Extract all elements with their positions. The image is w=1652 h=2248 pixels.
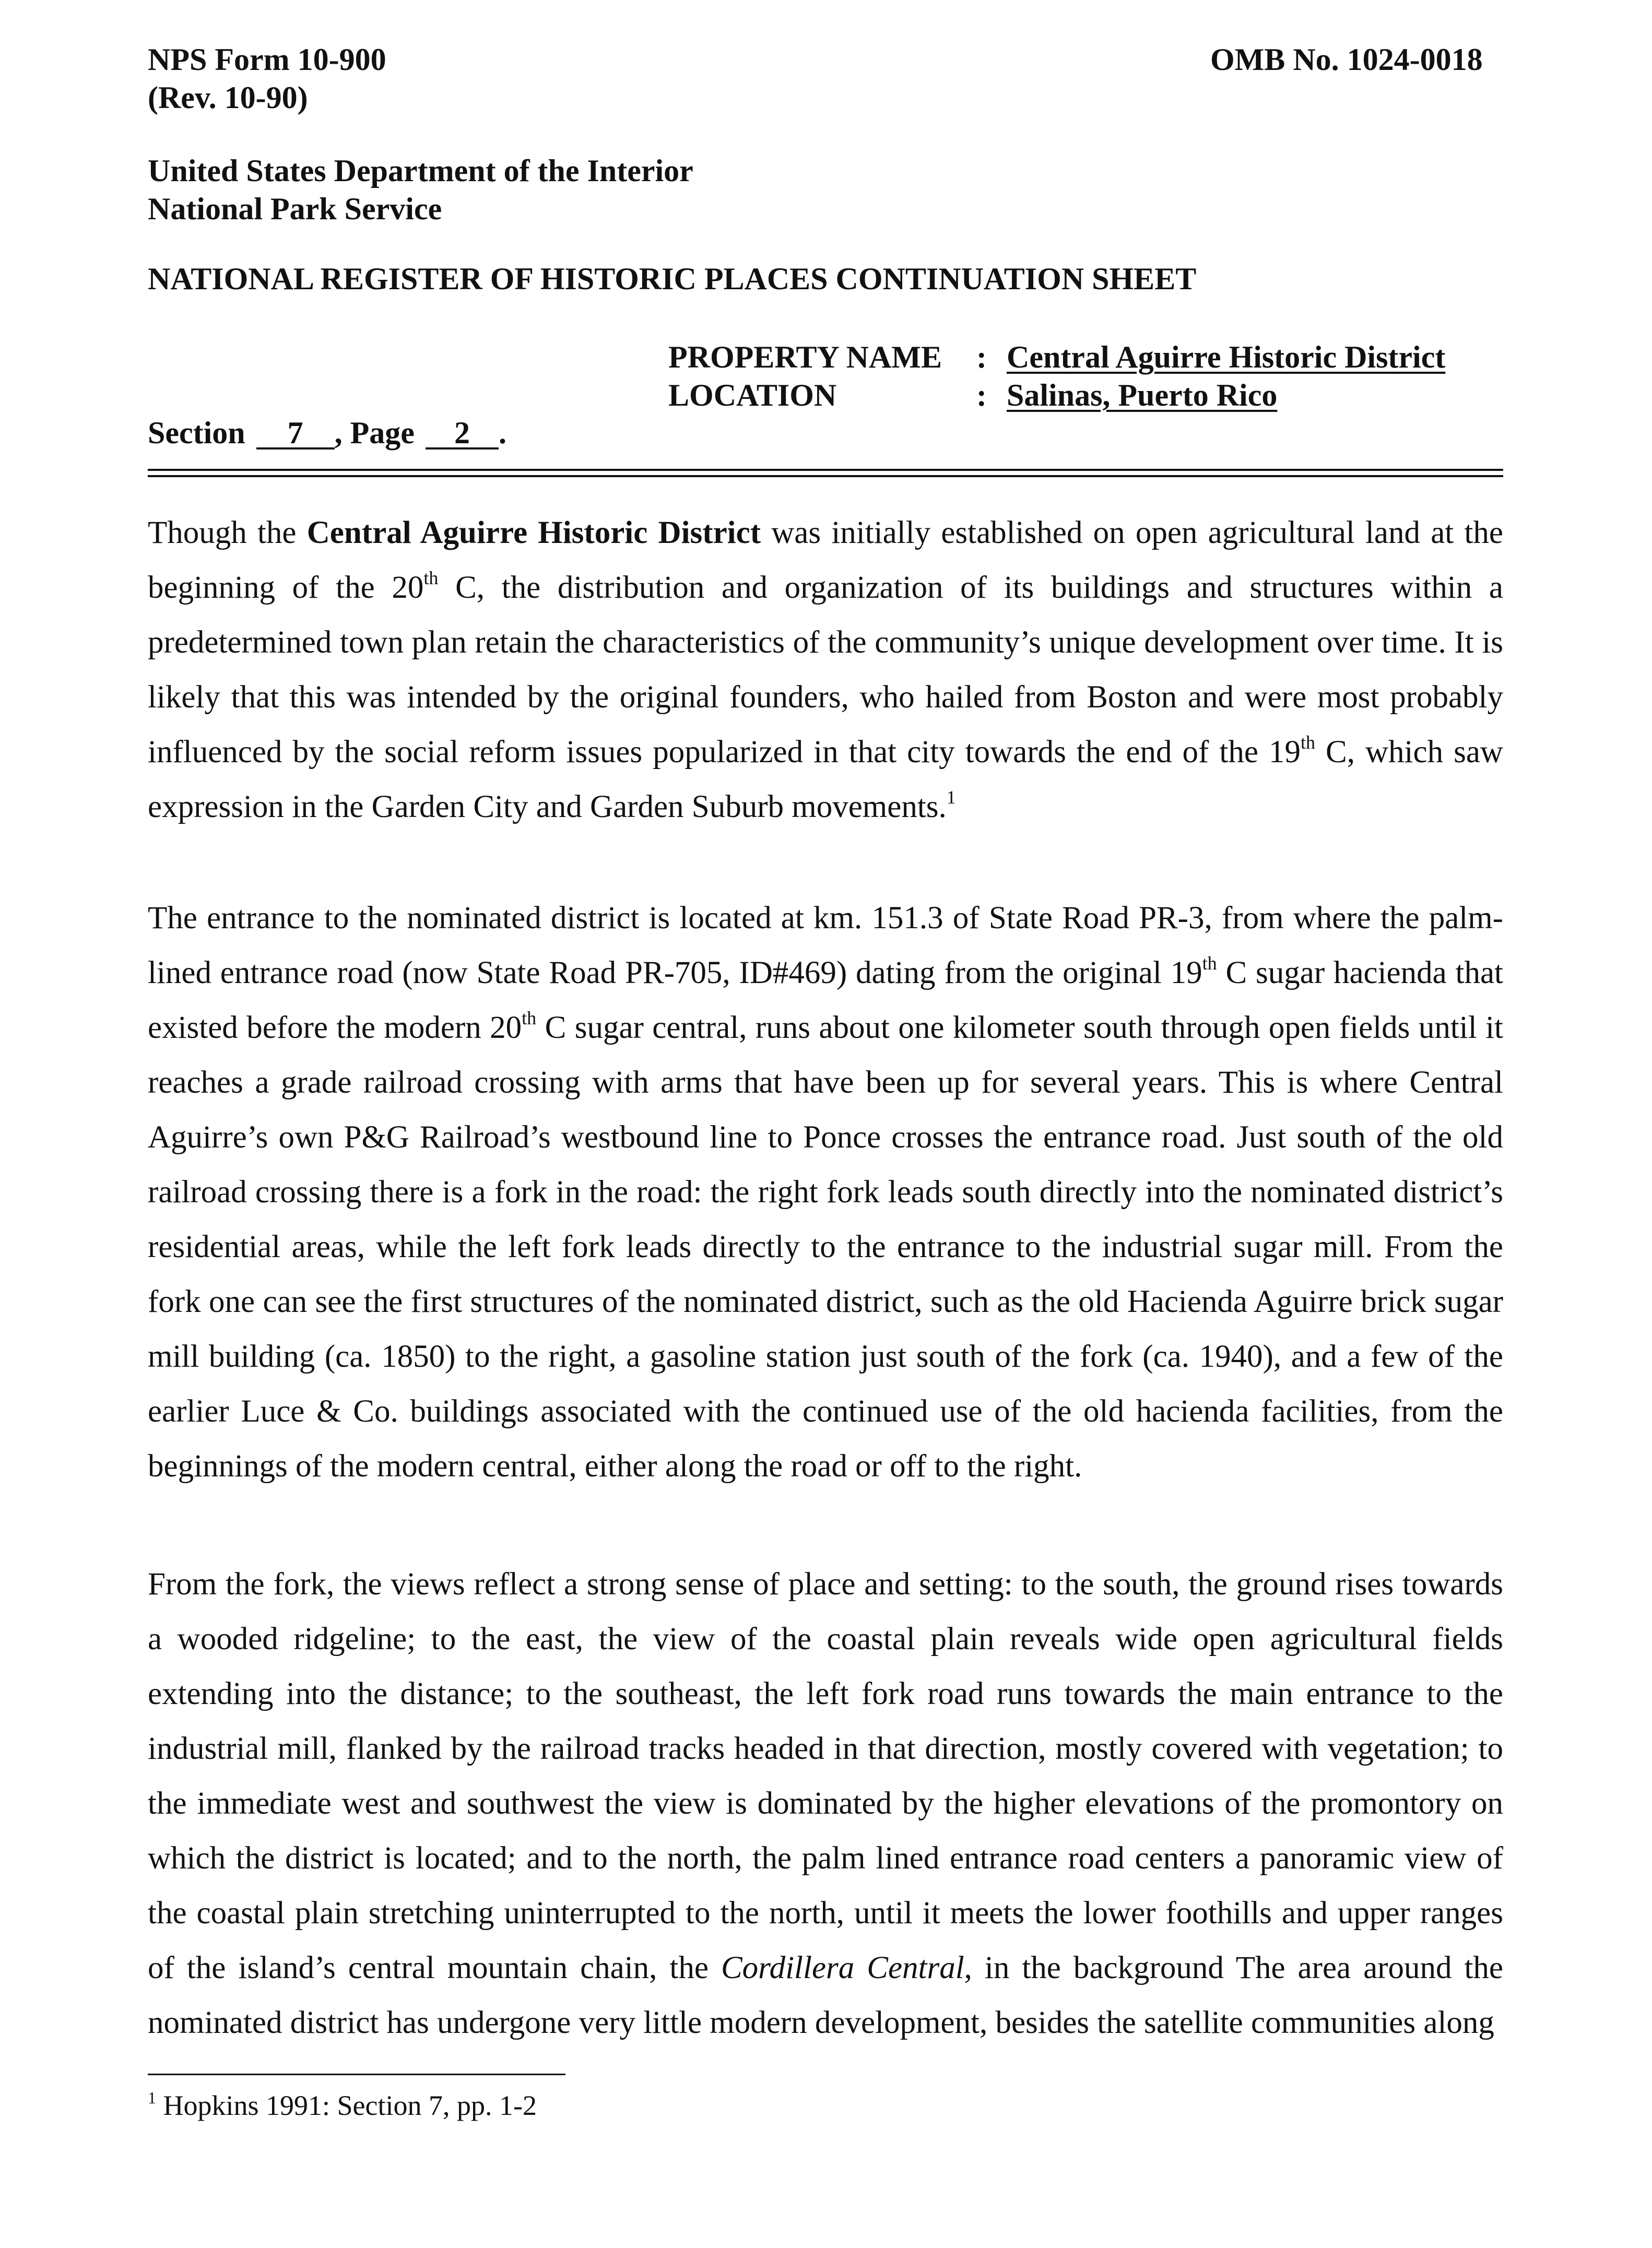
paragraph-1-lead: Though the: [148, 515, 307, 550]
form-number: NPS Form 10-900: [148, 42, 386, 77]
form-revision: (Rev. 10-90): [148, 80, 308, 115]
paragraph-1-text-b: C, the distribution and organization of its buildings and structures within a predetermined town plan retain the characteristics of the community’s unique development over time. It is likely that this was intended by the original founders, who hailed from Boston and were most probably influenced by the social reform issues popularized in that city towards the end of the 19: [148, 570, 1503, 770]
form-id-block: [148, 41, 386, 117]
district-name-bold: Central Aguirre Historic District: [306, 515, 761, 550]
sheet-title: NATIONAL REGISTER OF HISTORIC PLACES CONTINUATION SHEET: [148, 262, 1197, 296]
section-page-line: [148, 414, 506, 452]
paragraph-2-text-a: The entrance to the nominated district is located at km. 151.3 of State Road PR-3, from where the palm-lined entrance road (now State Road PR-705, ID#469) dating from the original 19: [148, 901, 1503, 990]
agency-name: National Park Service: [148, 192, 442, 226]
footnote: [148, 2087, 537, 2124]
department-name: United States Department of the Interior: [148, 153, 693, 188]
separator-rule-bottom: [148, 475, 1503, 477]
paragraph-1-text-c: C, which saw expression in the Garden City and Garden Suburb movements.: [148, 735, 1503, 824]
page-period: .: [498, 416, 506, 450]
omb-number: OMB No. 1024-0018: [1210, 42, 1483, 77]
paragraph-3-text-a: From the fork, the views reflect a strong sense of place and setting: to the south, the ground rises towards a wooded ridgeline; to the east, the view of the coastal plain reveals wide open agricultural fields extending into the distance; to the southeast, the left fork road runs towards the main entrance to the industrial mill, flanked by the railroad tracks headed in that direction, mostly covered with vegetation; to the immediate west and southwest the view is dominated by the higher elevations of the promontory on which the district is located; and to the north, the palm lined entrance road centers a panoramic view of the coastal plain stretching uninterrupted to the north, until it meets the lower foothills and upper ranges of the island’s central mountain chain, the: [148, 1567, 1503, 1985]
property-labels: [668, 338, 942, 415]
location-label: LOCATION: [668, 378, 837, 412]
footnote-reference: 1: [946, 787, 956, 808]
property-colons: [976, 338, 987, 415]
footnote-text: Hopkins 1991: Section 7, pp. 1-2: [156, 2090, 537, 2121]
page-number: 2: [426, 418, 499, 449]
cordillera-central-italic: Cordillera Central: [721, 1950, 964, 1985]
property-name-value: Central Aguirre Historic District: [1007, 340, 1446, 374]
superscript-th: th: [522, 1008, 537, 1028]
paragraph-1-text-a: was initially established on open agricultural land at the beginning of the 20: [148, 515, 1504, 605]
section-label: Section: [148, 416, 245, 450]
superscript-th: th: [423, 567, 439, 588]
paragraph-2: [148, 891, 1503, 1494]
section-number: 7: [256, 418, 335, 449]
paragraph-2-text-b: C sugar hacienda that existed before the modern 20: [148, 955, 1504, 1045]
superscript-th: th: [1202, 953, 1217, 974]
paragraph-3-text-b: , in the background The area around the nominated district has undergone very little modern development, besides the satellite communities along: [148, 1950, 1503, 2040]
location-value: Salinas, Puerto Rico: [1007, 378, 1278, 412]
agency-block: [148, 152, 693, 228]
separator-rule-top: [148, 469, 1503, 471]
location-colon: :: [976, 378, 987, 412]
footnote-separator: [148, 2074, 565, 2075]
paragraph-1: [148, 505, 1503, 834]
property-name-label: PROPERTY NAME: [668, 340, 942, 374]
property-name-colon: :: [976, 340, 987, 374]
page-label: Page: [350, 416, 415, 450]
paragraph-2-text-c: C sugar central, runs about one kilometer south through open fields until it reaches a grade railroad crossing with arms that have been up for several years. This is where Central Aguirre’s own P&G Railroad’s westbound line to Ponce crosses the entrance road. Just south of the old railroad crossing there is a fork in the road: the right fork leads south directly into the nominated district’s residential areas, while the left fork leads directly to the entrance to the industrial sugar mill. From the fork one can see the first structures of the nominated district, such as the old Hacienda Aguirre brick sugar mill building (ca. 1850) to the right, a gasoline station just south of the fork (ca. 1940), and a few of the earlier Luce & Co. buildings associated with the continued use of the old hacienda facilities, from the beginnings of the modern central, either along the road or off to the right.: [148, 1010, 1503, 1484]
section-comma: ,: [334, 416, 343, 450]
paragraph-3: [148, 1557, 1503, 2050]
property-values: [1007, 338, 1445, 415]
superscript-th: th: [1300, 732, 1315, 753]
footnote-number: 1: [148, 2088, 156, 2107]
